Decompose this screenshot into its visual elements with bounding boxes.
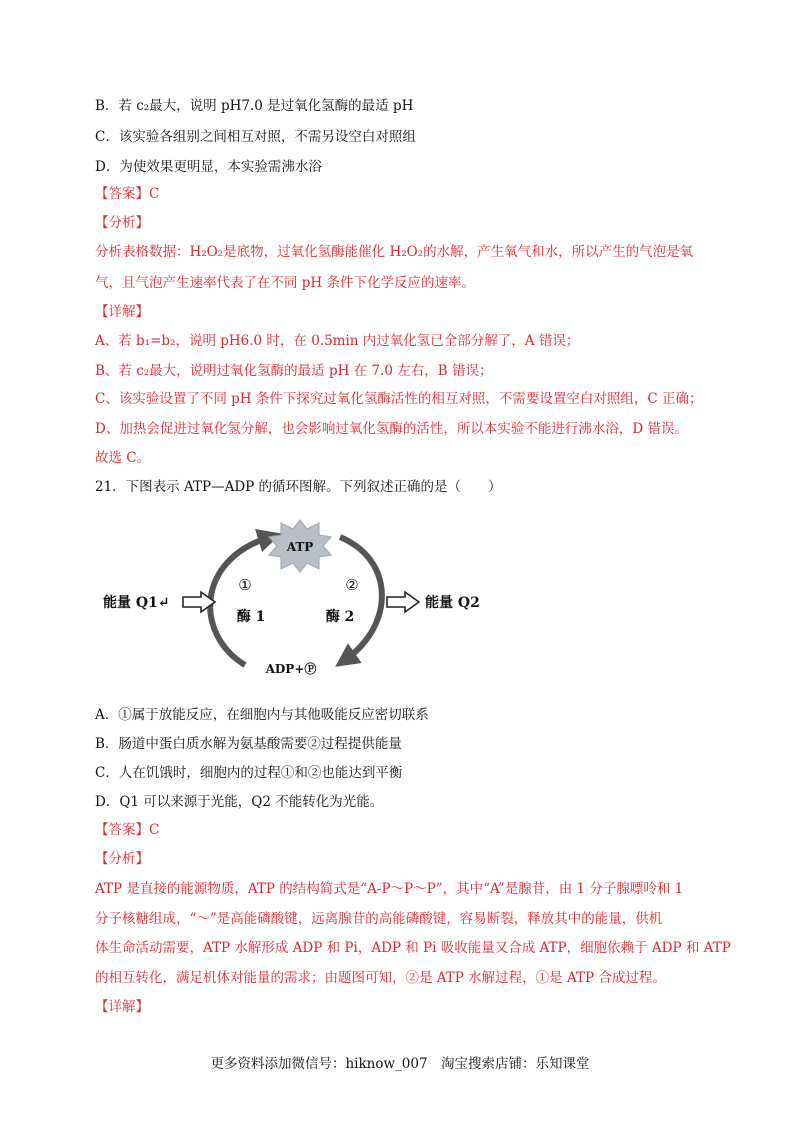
q20-detail-line-3: C、该实验设置了不同 pH 条件下探究过氧化氢酶活性的相互对照，不需要设置空白对照组，C 正确； xyxy=(95,391,703,407)
q21-analysis-line-2: 分子核糖组成，“～”是高能磷酸键，远离腺苷的高能磷酸键，容易断裂，释放其中的能量，供机 xyxy=(95,911,663,927)
q20-analysis-label: 【分析】 xyxy=(95,215,149,231)
arc-synthesis xyxy=(210,537,270,665)
q21-option-a: A．①属于放能反应，在细胞内与其他吸能反应密切联系 xyxy=(95,707,429,723)
atp-adp-cycle-diagram xyxy=(95,515,495,695)
q20-answer xyxy=(95,184,159,204)
q20-option-d: D．为使效果更明显，本实验需沸水浴 xyxy=(95,159,322,175)
q20-analysis-line-1: 分析表格数据：H₂O₂是底物，过氧化氢酶能催化 H₂O₂的水解，产生氧气和水，所以产生的气泡是氧 xyxy=(95,244,694,260)
q21-detail-label: 【详解】 xyxy=(95,999,149,1015)
q21-analysis-line-4: 的相互转化，满足机体对能量的需求；由题图可知，②是 ATP 水解过程，①是 ATP 合成过程。 xyxy=(95,970,666,986)
answer-label: 【答案】 xyxy=(95,186,149,202)
atp-label: ATP xyxy=(286,540,314,554)
answer-label: 【答案】 xyxy=(95,822,149,838)
q20-analysis-line-2: 气，且气泡产生速率代表了在不同 pH 条件下化学反应的速率。 xyxy=(95,275,475,291)
answer-value: C xyxy=(149,186,160,202)
step-1-label: ① xyxy=(238,576,252,594)
enzyme-1-label: 酶 1 xyxy=(236,609,266,625)
enzyme-2-label: 酶 2 xyxy=(325,609,355,625)
q21-analysis-line-3: 体生命活动需要，ATP 水解形成 ADP 和 Pi，ADP 和 Pi 吸收能量又合成 ATP，细胞依赖于 ADP 和 ATP xyxy=(95,940,731,956)
q20-detail-label: 【详解】 xyxy=(95,304,149,320)
q21-option-d: D．Q1 可以来源于光能，Q2 不能转化为光能。 xyxy=(95,794,384,810)
energy-q1-label: 能量 Q1↵ xyxy=(103,595,170,611)
q21-answer xyxy=(95,820,159,840)
q20-detail-line-2: B、若 c₂最大，说明过氧化氢酶的最适 pH 在 7.0 左右，B 错误； xyxy=(95,363,493,379)
energy-out-arrow xyxy=(387,592,419,612)
q20-detail-line-1: A、若 b₁=b₂，说明 pH6.0 时，在 0.5min 内过氧化氢已全部分解了，A 错误； xyxy=(95,333,580,349)
energy-q2-label: 能量 Q2 xyxy=(425,595,480,611)
page-footer: 更多资料添加微信号：hiknow_007 淘宝搜索店铺：乐知课堂 xyxy=(210,1056,590,1072)
q20-option-b: B．若 c₂最大，说明 pH7.0 是过氧化氢酶的最适 pH xyxy=(95,98,414,114)
q21-analysis-label: 【分析】 xyxy=(95,851,149,867)
q21-analysis-line-1: ATP 是直接的能源物质，ATP 的结构简式是“A-P～P～P”，其中“A”是腺苷，由 1 分子腺嘌呤和 1 xyxy=(95,881,684,897)
step-2-label: ② xyxy=(345,576,359,594)
answer-value: C xyxy=(149,822,160,838)
q21-stem: 21．下图表示 ATP—ADP 的循环图解。下列叙述正确的是（ ） xyxy=(95,479,502,495)
q20-conclusion: 故选 C。 xyxy=(95,450,151,466)
q21-option-c: C．人在饥饿时，细胞内的过程①和②也能达到平衡 xyxy=(95,765,403,781)
q20-detail-line-4: D、加热会促进过氧化氢分解，也会影响过氧化氢酶的活性，所以本实验不能进行沸水浴，D 错误。 xyxy=(95,421,688,437)
arc-hydrolysis xyxy=(340,537,382,660)
adp-label: ADP+Ⓟ xyxy=(265,662,317,676)
q20-option-c: C．该实验各组别之间相互对照，不需另设空白对照组 xyxy=(95,129,416,145)
q21-option-b: B．肠道中蛋白质水解为氨基酸需要②过程提供能量 xyxy=(95,736,402,752)
